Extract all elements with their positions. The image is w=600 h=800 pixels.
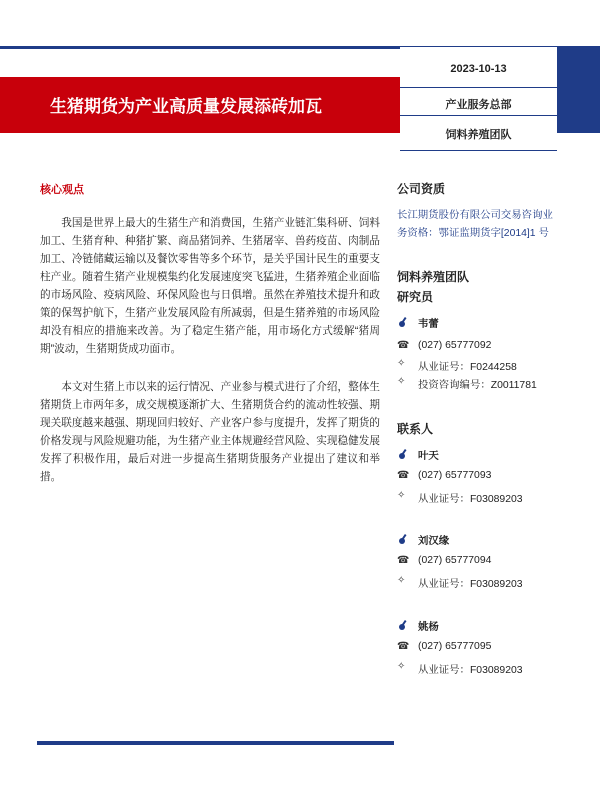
summary-paragraph-1: 我国是世界上最大的生猪生产和消费国，生猪产业链汇集科研、饲料加工、生猪育种、种猪扩繁、商品猪饲养、生猪屠宰、兽药疫苗、肉制品加工、冷链储藏运输以及餐饮零售等多个环节，是关乎国计民生的重要支柱产业。随着生猪产业规模集约化发展速度突飞猛进，生猪养殖企业面临的市场风险、疫病风险、环保风险也与日俱增。虽然在养殖技术提升和政策的保驾护航下，生猪产业发展风险有所减弱，但是生猪养殖的市场风险却没有相应的措施来改善。为了稳定生猪产能，用市场化方式缓解“猪周期”波动，生猪期货成功面市。 bbox=[40, 217, 380, 355]
sparkle-icon: ✧ bbox=[397, 358, 406, 369]
meta-divider bbox=[400, 115, 557, 116]
report-title: 生猪期货为产业高质量发展添砖加瓦 bbox=[50, 97, 322, 116]
contact-cert: 从业证号：F03089203 bbox=[418, 579, 523, 590]
phone-icon: ☎ bbox=[397, 641, 410, 652]
phone-icon: ☎ bbox=[397, 555, 410, 566]
contact-phone: (027) 65777095 bbox=[418, 641, 492, 652]
company-line-2: 务资格：鄂证监期货字[2014]1 号 bbox=[397, 228, 549, 239]
researcher-heading: 研究员 bbox=[397, 290, 434, 304]
contact-phone: (027) 65777094 bbox=[418, 555, 492, 566]
researcher-cert: 从业证号：F0244258 bbox=[418, 362, 517, 373]
report-date: 2023-10-13 bbox=[450, 63, 507, 75]
person-pin-icon bbox=[397, 447, 411, 461]
researcher-name: 韦蕾 bbox=[418, 319, 439, 330]
department-label: 产业服务总部 bbox=[445, 99, 512, 111]
footer-line bbox=[37, 741, 394, 745]
sparkle-icon: ✧ bbox=[397, 376, 406, 387]
person-pin-icon bbox=[397, 532, 411, 546]
meta-divider bbox=[400, 46, 557, 47]
person-pin-icon bbox=[397, 618, 411, 632]
contact-name: 叶天 bbox=[418, 451, 439, 462]
header-blue-band bbox=[557, 46, 600, 133]
contact-card bbox=[397, 531, 587, 591]
researcher-phone: (027) 65777092 bbox=[418, 340, 492, 351]
contact-cert: 从业证号：F03089203 bbox=[418, 665, 523, 676]
meta-divider bbox=[400, 150, 557, 151]
phone-icon: ☎ bbox=[397, 340, 410, 351]
researcher-advisor-id: 投资咨询编号：Z0011781 bbox=[418, 380, 537, 391]
company-heading: 公司资质 bbox=[397, 182, 446, 196]
person-pin-icon bbox=[397, 315, 411, 329]
header-top-line bbox=[0, 46, 400, 49]
phone-icon: ☎ bbox=[397, 470, 410, 481]
meta-divider bbox=[400, 87, 557, 88]
sparkle-icon: ✧ bbox=[397, 661, 406, 672]
summary-paragraph-2: 本文对生猪上市以来的运行情况、产业参与模式进行了介绍，整体生猪期货上市两年多，成交规模逐渐扩大、生猪期货合约的流动性较强、期现关联度越来越强、期现回归较好、产业客户参与度提升，发挥了期货的价格发现与风险规避功能，为生猪产业主体规避经营风险、实现稳健发展发挥了积极作用，最后对进一步提高生猪期货服务产业提出了建议和举措。 bbox=[40, 381, 380, 483]
contact-cert: 从业证号：F03089203 bbox=[418, 494, 523, 505]
researcher-card bbox=[397, 314, 587, 391]
team-heading: 饲料养殖团队 bbox=[397, 270, 470, 284]
sparkle-icon: ✧ bbox=[397, 575, 406, 586]
contact-name: 姚杨 bbox=[418, 622, 439, 633]
contact-name: 刘汉缘 bbox=[418, 536, 450, 547]
team-label: 饲料养殖团队 bbox=[445, 129, 512, 141]
contact-card bbox=[397, 446, 587, 506]
core-view-heading: 核心观点 bbox=[40, 184, 84, 196]
company-line-1: 长江期货股份有限公司交易咨询业 bbox=[397, 210, 553, 221]
sparkle-icon: ✧ bbox=[397, 490, 406, 501]
contacts-heading: 联系人 bbox=[397, 422, 434, 436]
contact-phone: (027) 65777093 bbox=[418, 470, 492, 481]
contact-card bbox=[397, 617, 587, 677]
